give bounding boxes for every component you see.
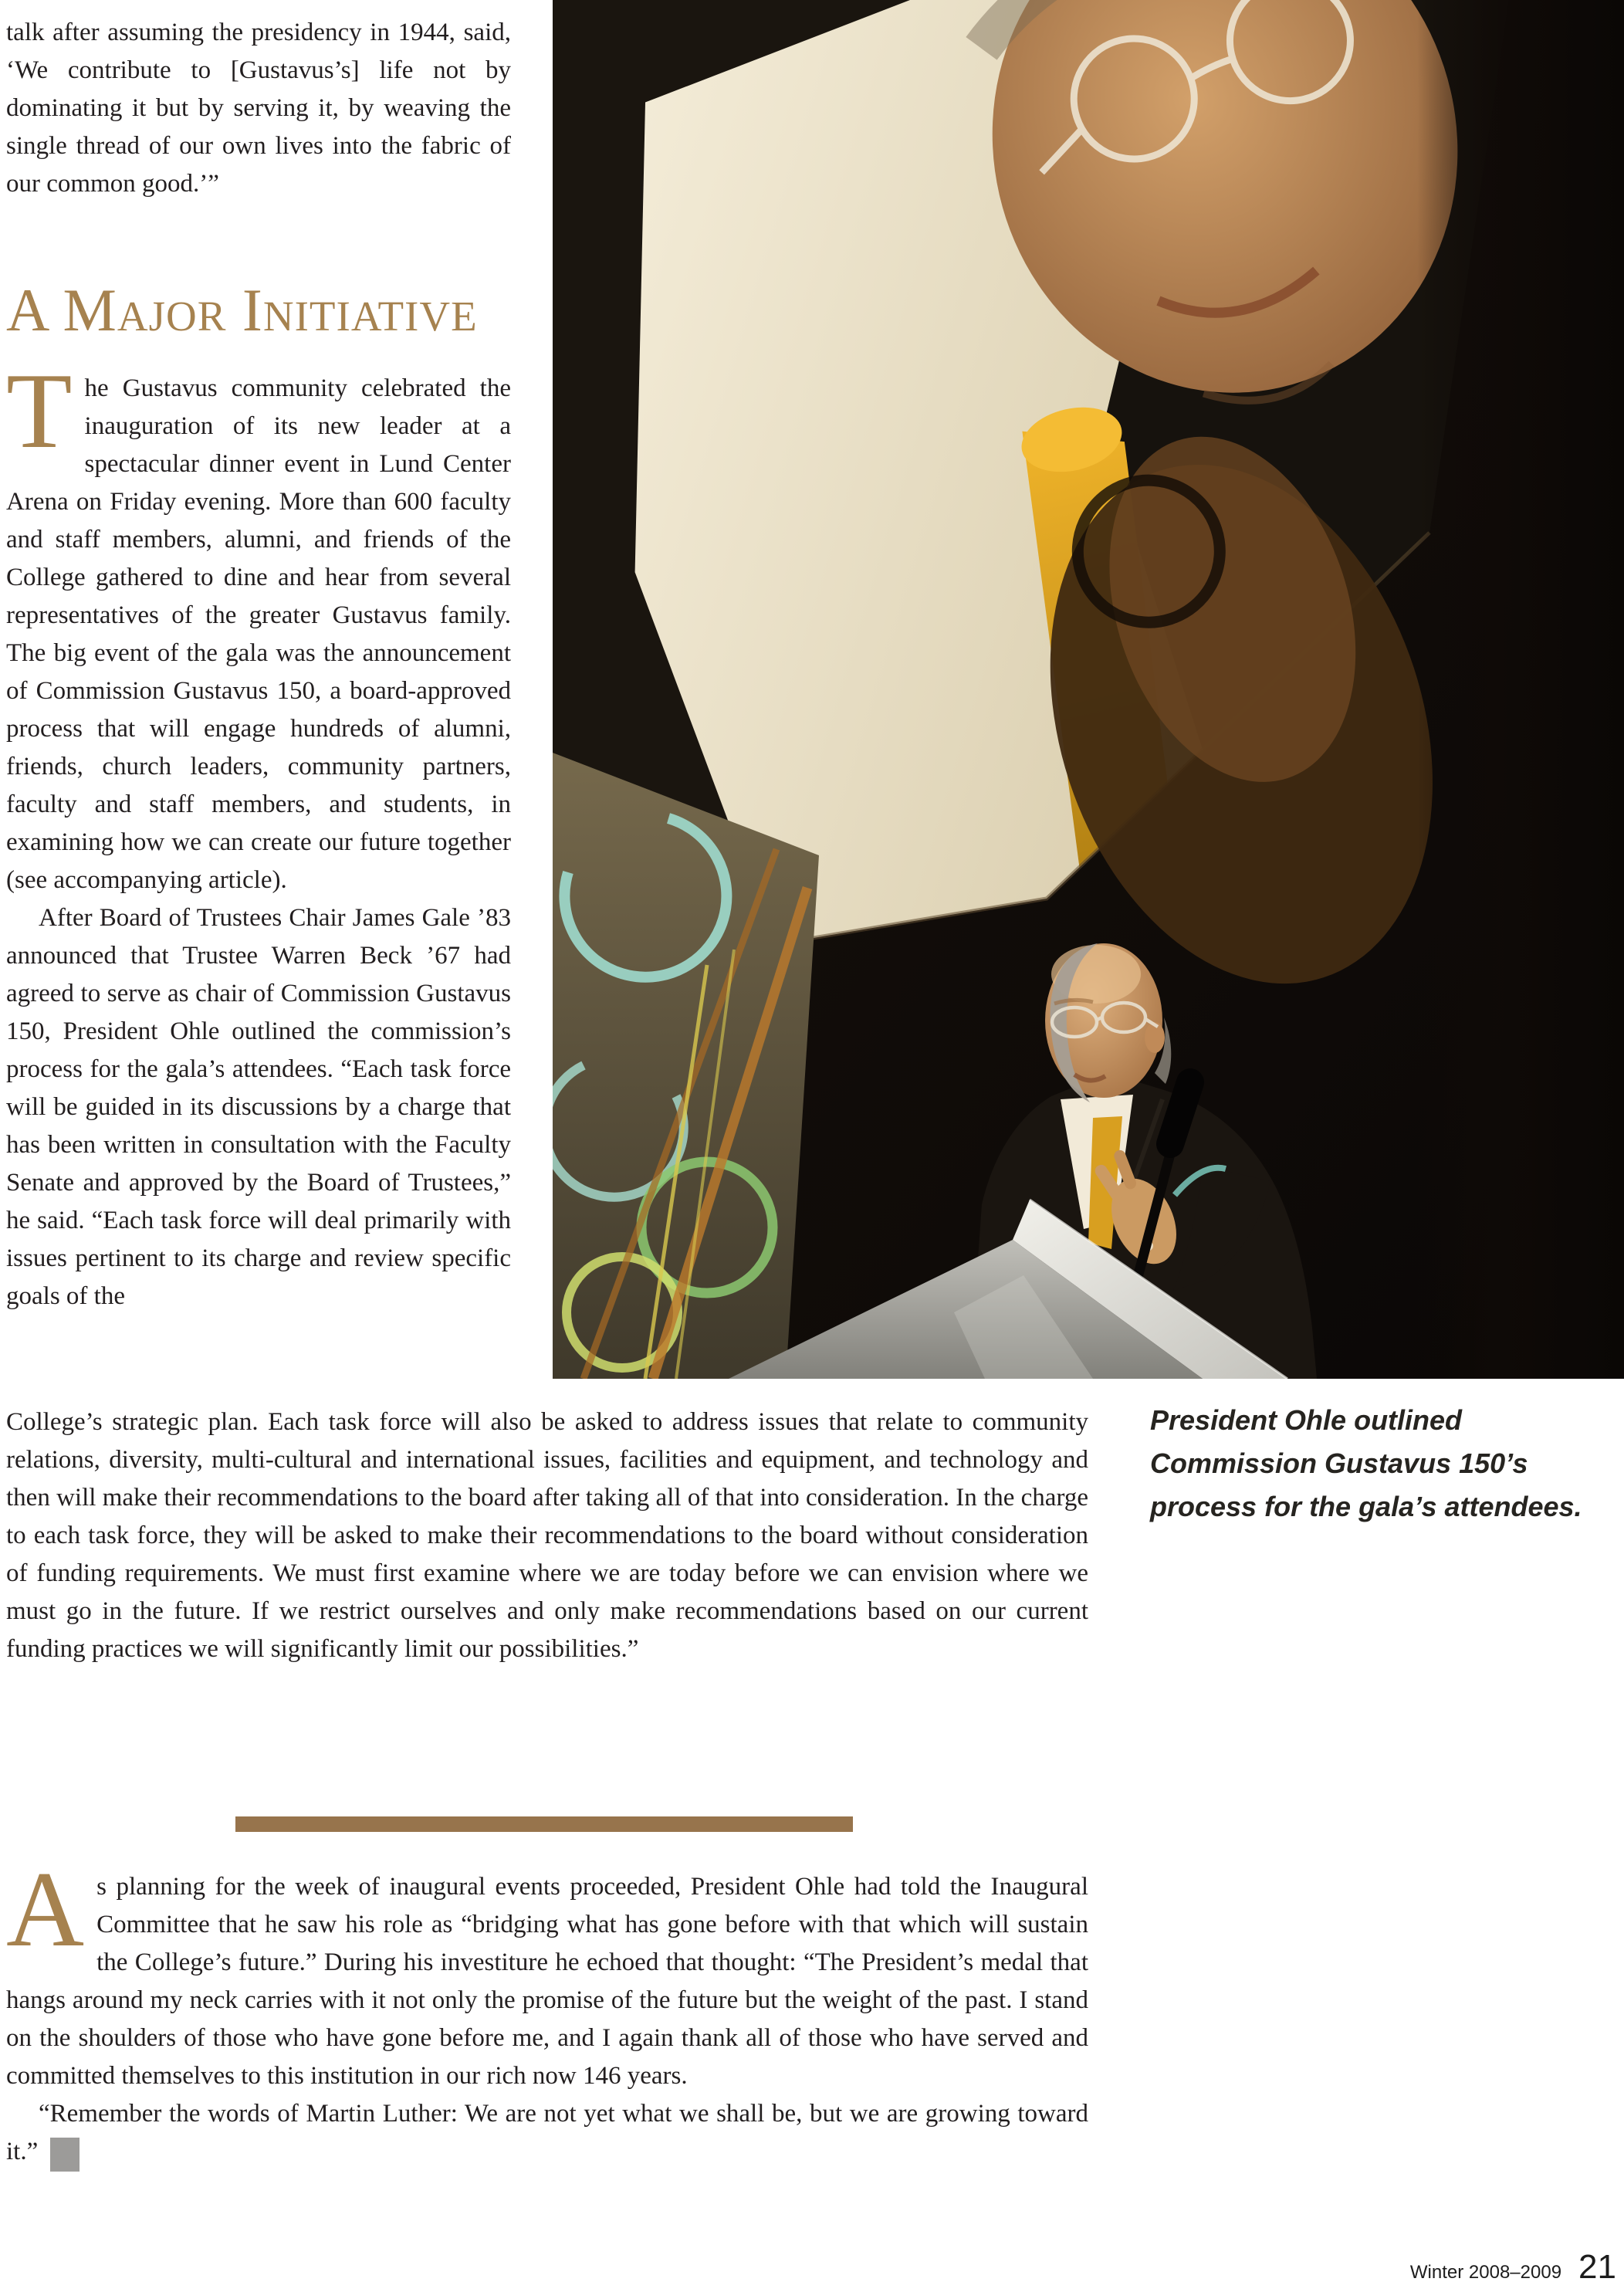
gustavus-endmark-icon: G	[50, 2138, 80, 2172]
story-paragraph-2: After Board of Trustees Chair James Gale ’83 announced that Trustee Warren Beck ’67 had agreed to serve as chair of Commission Gustavus 150, President Ohle outlined the commission’s process for the gala’s attendees. “Each task force will be guided in its discussions by a charge that has been written in consultation with the Faculty Senate and approved by the Board of Trustees,” he said. “Each task force will deal primarily with issues pertinent to its charge and review specific goals of the	[6, 904, 511, 1310]
swirl-banner	[553, 753, 819, 1379]
page-footer	[1410, 2248, 1616, 2287]
photo-caption: President Ohle outlined Commission Gustavus 150’s process for the gala’s attendees.	[1150, 1404, 1582, 1522]
microphone-head	[1170, 1082, 1190, 1144]
closing-paragraph-2-text: “Remember the words of Martin Luther: We are not yet what we shall be, but we are growing toward it.”	[6, 2100, 1088, 2165]
section-divider-rule	[235, 1816, 853, 1832]
story-paragraph-2-continued: College’s strategic plan. Each task force will also be asked to address issues that relate to community relations, diversity, multi-cultural and international issues, facilities and equipment, and technology and then will make their recommendations to the board after taking all of that into consideration. In the charge to each task force, they will be asked to make their recommendations to the board without consideration of funding requirements. We must first examine where we are today before we can envision where we must go in the future. If we restrict ourselves and only make recommendations based on our current funding practices we will significantly limit our possibilities.”	[6, 1408, 1088, 1663]
story-paragraph-1-text: he Gustavus community celebrated the inauguration of its new leader at a spectacular dinner event in Lund Center Arena on Friday evening. More than 600 faculty and staff members, alumni, and friends of the College gathered to dine and hear from several representatives of the greater Gustavus family. The big event of the gala was the announcement of Commission Gustavus 150, a board-approved process that will engage hundreds of alumni, friends, church leaders, community partners, faculty and staff members, and students, in examining how we can create our future together (see accompanying article).	[6, 374, 511, 894]
closing-paragraph-1-text: s planning for the week of inaugural events proceeded, President Ohle had told the Inaugural Committee that he saw his role as “bridging what has gone before with that which will sustain the College’s future.” During his investiture he echoed that thought: “The President’s medal that hangs around my neck carries with it not only the promise of the future but the weight of the past. I stand on the shoulders of those who have gone before me, and I again thank all of those who have served and committed themselves to this institution in our rich now 146 years.	[6, 1873, 1088, 2090]
intro-paragraph: talk after assuming the presidency in 1944, said, ‘We contribute to [Gustavus’s] life not by dominating it but by serving it, by weaving the single thread of our own lives into the fabric of our common good.’”	[6, 19, 511, 198]
inauguration-photo	[553, 0, 1624, 1379]
wide-column	[6, 1403, 1088, 1668]
section-heading: A Major Initiative	[6, 276, 478, 344]
inauguration-photo-art	[553, 0, 1624, 1379]
left-column	[6, 14, 511, 1403]
page-number: 21	[1578, 2248, 1616, 2286]
closing-paragraph-2	[6, 2095, 1088, 2172]
dropcap-t: T	[6, 351, 73, 471]
closing-paragraph-1	[6, 1850, 1088, 2095]
closing-section	[6, 1850, 1088, 2172]
issue-label: Winter 2008–2009	[1409, 2262, 1562, 2283]
dropcap-a: A	[6, 1850, 85, 1969]
dark-foreground	[1417, 0, 1624, 1379]
story-paragraph-1	[6, 351, 511, 899]
